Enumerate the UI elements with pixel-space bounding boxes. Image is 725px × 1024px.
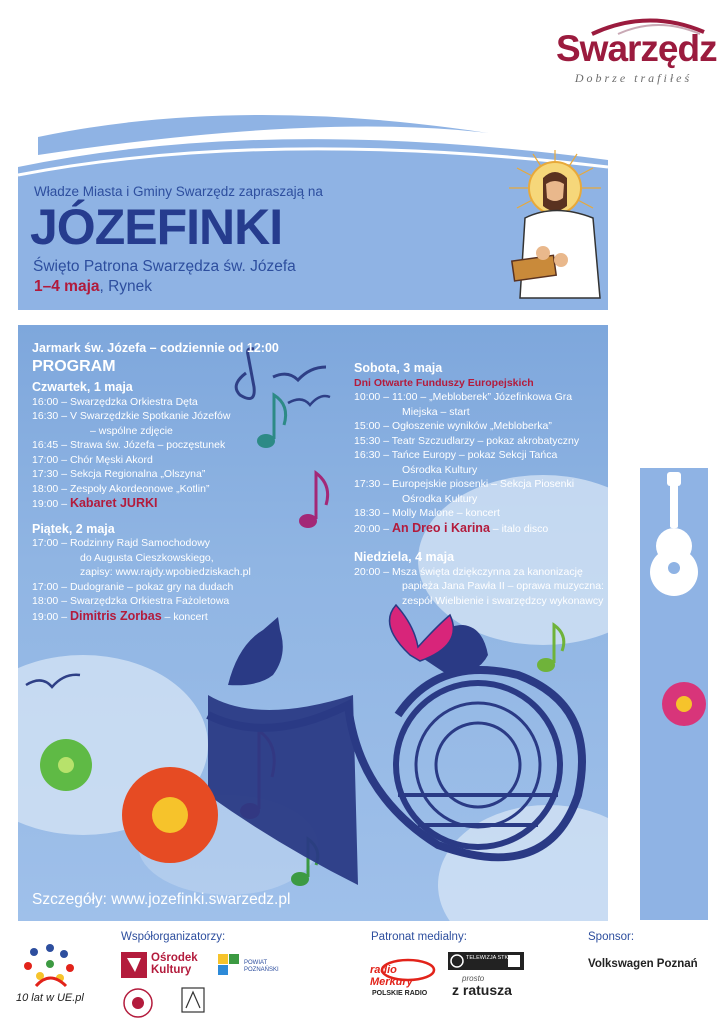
- eu-logo-text: 10 lat w UE.pl: [16, 992, 84, 1004]
- program-time: 19:00 –: [32, 610, 70, 623]
- event-date-range: 1–4 maja: [34, 278, 100, 295]
- program-item: 18:30 – Molly Malone – koncert: [354, 507, 500, 519]
- program-item: 17:30 – Sekcja Regionalna „Olszyna”: [32, 468, 206, 480]
- program-item-highlight: [354, 521, 604, 537]
- flower-red-icon: [122, 767, 218, 863]
- powiat-emblem-icon: [218, 954, 240, 978]
- program-left-column: [32, 341, 312, 624]
- swarzedz-logo: [548, 14, 718, 84]
- music-note-icon: [537, 658, 555, 672]
- program-item: 16:45 – Strawa św. Józefa – poczęstunek: [32, 439, 226, 451]
- powiat-name: POWIAT POZNAŃSKI: [244, 960, 279, 973]
- music-note-icon: [291, 872, 309, 886]
- day-subtitle: Dni Otwarte Funduszy Europejskich: [354, 376, 534, 389]
- radio-sub: POLSKIE RADIO: [372, 990, 428, 997]
- bird-sky-icon: [26, 675, 80, 687]
- program-right-column: [354, 361, 604, 608]
- program-headliner: Kabaret JURKI: [69, 496, 158, 510]
- header-invite: Władze Miasta i Gminy Swarzędz zapraszają na: [34, 184, 323, 199]
- day-title-thursday: Czwartek, 1 maja: [32, 380, 133, 394]
- program-heading: PROGRAM: [32, 357, 116, 375]
- program-headliner: Dimitris Zorbas: [69, 608, 162, 623]
- stk-name: TELEWIZJA STK: [466, 955, 509, 961]
- program-item: 18:00 – Zespoły Akordeonowe „Kotlin”: [32, 482, 210, 495]
- flower-green-icon: [40, 739, 92, 791]
- program-headliner: An Dreo i Karina: [391, 520, 490, 535]
- program-time: 19:00 –: [32, 498, 70, 510]
- program-item: 20:00 – Msza święta dziękczynna za kanonizację: [354, 565, 583, 578]
- event-dates: [34, 278, 152, 296]
- program-item: Miejska – start: [402, 405, 470, 418]
- program-item: 17:00 – Chór Męski Akord: [32, 453, 153, 466]
- program-note: – italo disco: [489, 522, 549, 535]
- program-panel: [18, 325, 608, 921]
- program-item: 15:30 – Teatr Szczudlarzy – pokaz akrobatyczny: [354, 434, 580, 447]
- media-patronage-label: Patronat medialny:: [371, 931, 467, 943]
- program-item: 15:00 – Ogłoszenie wyników „Mebloberka”: [354, 420, 552, 432]
- ratusz-name: z ratusza: [452, 982, 512, 998]
- sponsor-label: Sponsor:: [588, 931, 635, 943]
- program-item-highlight: [32, 609, 312, 625]
- eu-10-years-logo: [14, 940, 84, 1010]
- program-item: Ośrodka Kultury: [402, 492, 478, 505]
- crest-icon: [180, 986, 206, 1016]
- program-item-highlight: [32, 496, 312, 512]
- day-title-saturday: Sobota, 3 maja: [354, 361, 443, 375]
- program-item: zapisy: www.rajdy.wpobiedziskach.pl: [80, 566, 251, 578]
- program-item: 17:00 – Rodzinny Rajd Samochodowy: [32, 537, 211, 549]
- saint-joseph-icon: [505, 148, 605, 303]
- program-item: do Augusta Cieszkowskiego,: [80, 551, 214, 564]
- sponsor-name: Volkswagen Poznań: [588, 958, 698, 970]
- event-subtitle: Święto Patrona Swarzędza św. Józefa: [33, 258, 296, 275]
- radio-name: radio Merkury: [370, 964, 413, 988]
- program-item: papieża Jana Pawła II – oprawa muzyczna:: [402, 580, 604, 592]
- program-time: 20:00 –: [354, 522, 392, 535]
- program-item: zespół Wielbienie i swarzędzcy wykonawcy: [402, 594, 604, 607]
- side-strip: [640, 468, 708, 920]
- flower-pink-icon: [662, 682, 706, 726]
- event-place: , Rynek: [99, 278, 153, 295]
- day-title-sunday: Niedziela, 4 maja: [354, 550, 455, 564]
- logo-wordmark: Swarzędz: [556, 28, 717, 69]
- osrodek-name: Ośrodek Kultury: [151, 952, 198, 976]
- program-item: 16:00 – Swarzędzka Orkiestra Dęta: [32, 395, 198, 408]
- program-item: 18:00 – Swarzędzka Orkiestra Fażoletowa: [32, 595, 230, 607]
- bird-left-icon: [228, 617, 283, 685]
- fair-info: Jarmark św. Józefa – codziennie od 12:00: [32, 341, 279, 355]
- powiat-logo: [218, 954, 292, 982]
- event-title: JÓZEFINKI: [30, 199, 283, 255]
- program-item: 17:00 – Dudogranie – pokaz gry na dudach: [32, 580, 234, 593]
- ratusz-top: prosto: [462, 974, 485, 983]
- program-item: – wspólne zdjęcie: [90, 424, 173, 437]
- rally-stamp-icon: [121, 986, 155, 1020]
- stars-icon: [14, 940, 84, 992]
- radio-merkury-logo: [370, 958, 440, 1002]
- program-item: 10:00 – 11:00 – „Mebloberek” Józefinkowa Gra: [354, 391, 573, 403]
- coorganizers-label: Współorganizatorzy:: [121, 931, 226, 943]
- program-item: 17:30 – Europejskie piosenki – Sekcja Piosenki: [354, 478, 575, 490]
- osrodek-emblem-icon: [121, 952, 147, 978]
- day-title-friday: Piątek, 2 maja: [32, 521, 115, 536]
- program-item: Ośrodka Kultury: [402, 463, 478, 476]
- program-note: – koncert: [161, 610, 208, 623]
- osrodek-kultury-logo: [121, 952, 211, 980]
- logo-tagline: Dobrze trafiłeś: [574, 71, 693, 85]
- details-link[interactable]: Szczegóły: www.jozefinki.swarzedz.pl: [32, 891, 291, 908]
- program-item: 16:30 – Tańce Europy – pokaz Sekcji Tańca: [354, 449, 558, 461]
- horn-bell-shape: [208, 695, 358, 885]
- program-item: 16:30 – V Swarzędzkie Spotkanie Józefów: [32, 410, 231, 422]
